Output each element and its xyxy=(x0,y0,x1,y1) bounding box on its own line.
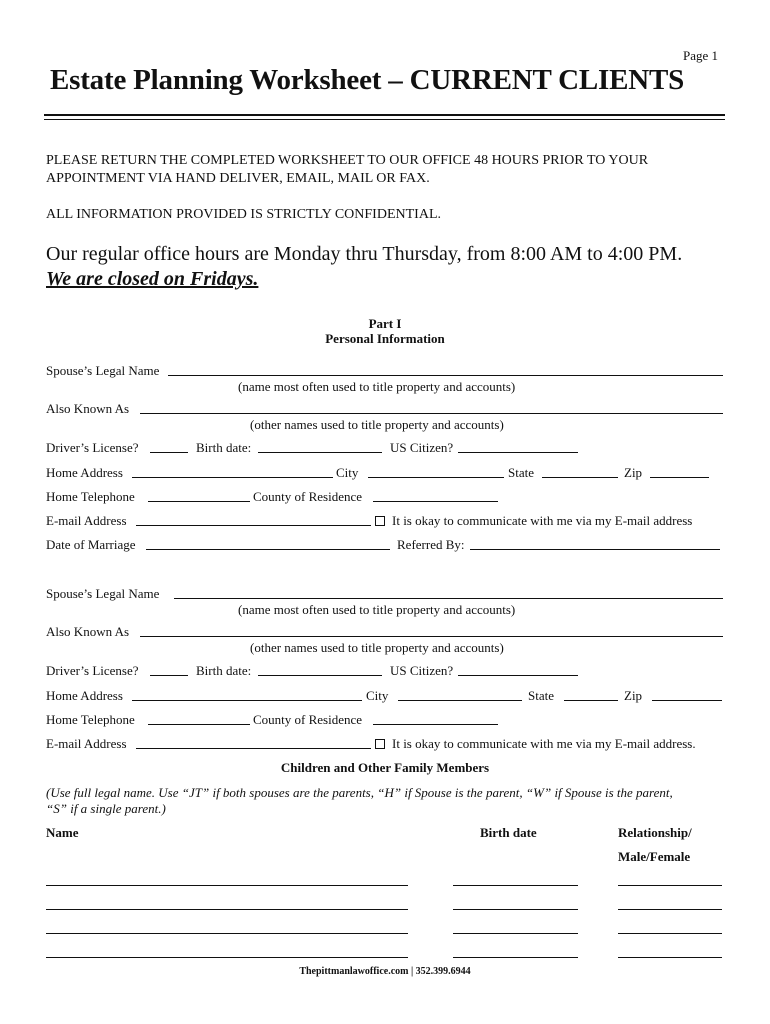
footer-contact: Thepittmanlawoffice.com | 352.399.6944 xyxy=(299,966,471,977)
child-relationship-field[interactable] xyxy=(618,909,722,910)
spouse1-email-consent[interactable] xyxy=(375,513,692,529)
spouse1-marriage-field[interactable] xyxy=(146,549,390,550)
spouse2-state-label: State xyxy=(528,688,554,703)
spouse2-license-field[interactable] xyxy=(150,675,188,676)
child-relationship-field[interactable] xyxy=(618,933,722,934)
return-notice-line2: APPOINTMENT VIA HAND DELIVER, EMAIL, MAIL OR FAX. xyxy=(46,171,430,186)
spouse2-aka-field[interactable] xyxy=(140,636,723,637)
spouse2-citizen-field[interactable] xyxy=(458,675,578,676)
child-birth-field[interactable] xyxy=(453,933,578,934)
spouse2-legal-name-field[interactable] xyxy=(174,598,723,599)
spouse1-citizen-label: US Citizen? xyxy=(390,440,454,455)
spouse2-birth-field[interactable] xyxy=(258,675,382,676)
spouse2-zip-field[interactable] xyxy=(652,700,722,701)
spouse1-zip-field[interactable] xyxy=(650,477,709,478)
spouse2-citizen-label: US Citizen? xyxy=(390,663,454,678)
page-title: Estate Planning Worksheet – CURRENT CLIENTS xyxy=(50,64,685,96)
child-name-field[interactable] xyxy=(46,957,408,958)
spouse2-legal-name-label: Spouse’s Legal Name xyxy=(46,586,160,601)
spouse2-email-consent-label: It is okay to communicate with me via my E-mail address. xyxy=(392,736,696,751)
spouse1-aka-field[interactable] xyxy=(140,413,723,414)
child-birth-field[interactable] xyxy=(453,909,578,910)
spouse2-email-field[interactable] xyxy=(136,748,371,749)
spouse2-email-label: E-mail Address xyxy=(46,736,127,751)
spouse1-legal-name-hint: (name most often used to title property and accounts) xyxy=(238,379,516,394)
spouse1-city-field[interactable] xyxy=(368,477,504,478)
spouse1-legal-name-label: Spouse’s Legal Name xyxy=(46,363,160,378)
title-rule-bottom xyxy=(44,119,725,120)
child-name-field[interactable] xyxy=(46,909,408,910)
child-relationship-field[interactable] xyxy=(618,957,722,958)
spouse1-email-field[interactable] xyxy=(136,525,371,526)
spouse2-address-field[interactable] xyxy=(132,700,362,701)
column-relationship-header: Relationship/ xyxy=(618,825,692,840)
spouse2-phone-label: Home Telephone xyxy=(46,712,135,727)
child-birth-field[interactable] xyxy=(453,957,578,958)
spouse1-marriage-label: Date of Marriage xyxy=(46,537,136,552)
spouse2-county-label: County of Residence xyxy=(253,712,363,727)
spouse2-email-consent-checkbox[interactable] xyxy=(375,739,385,749)
spouse1-zip-label: Zip xyxy=(624,465,643,480)
child-name-field[interactable] xyxy=(46,933,408,934)
spouse2-aka-hint: (other names used to title property and accounts) xyxy=(250,640,504,655)
spouse1-birth-label: Birth date: xyxy=(196,440,252,455)
title-rule-top xyxy=(44,114,725,116)
spouse1-phone-label: Home Telephone xyxy=(46,489,135,504)
spouse2-county-field[interactable] xyxy=(373,724,498,725)
confidential-notice: ALL INFORMATION PROVIDED IS STRICTLY CONFIDENTIAL. xyxy=(46,207,441,222)
column-gender-header: Male/Female xyxy=(618,849,691,864)
spouse1-state-label: State xyxy=(508,465,534,480)
column-birth-date-header: Birth date xyxy=(480,825,537,840)
page-number: Page 1 xyxy=(683,48,719,63)
spouse1-state-field[interactable] xyxy=(542,477,618,478)
spouse1-city-label: City xyxy=(336,465,359,480)
return-notice-line1: PLEASE RETURN THE COMPLETED WORKSHEET TO OUR OFFICE 48 HOURS PRIOR TO YOUR xyxy=(46,153,649,168)
office-hours: Our regular office hours are Monday thru Thursday, from 8:00 AM to 4:00 PM. xyxy=(46,243,683,265)
spouse1-license-field[interactable] xyxy=(150,452,188,453)
spouse1-referred-field[interactable] xyxy=(470,549,720,550)
spouse2-address-label: Home Address xyxy=(46,688,123,703)
spouse1-aka-hint: (other names used to title property and accounts) xyxy=(250,417,504,432)
spouse2-state-field[interactable] xyxy=(564,700,618,701)
spouse2-city-label: City xyxy=(366,688,389,703)
spouse1-email-label: E-mail Address xyxy=(46,513,127,528)
spouse2-legal-name-hint: (name most often used to title property and accounts) xyxy=(238,602,516,617)
spouse2-birth-label: Birth date: xyxy=(196,663,252,678)
child-name-field[interactable] xyxy=(46,885,408,886)
spouse1-address-field[interactable] xyxy=(132,477,333,478)
child-birth-field[interactable] xyxy=(453,885,578,886)
spouse1-citizen-field[interactable] xyxy=(458,452,578,453)
spouse1-license-label: Driver’s License? xyxy=(46,440,139,455)
spouse1-county-label: County of Residence xyxy=(253,489,363,504)
spouse1-aka-label: Also Known As xyxy=(46,401,130,416)
spouse1-phone-field[interactable] xyxy=(148,501,250,502)
closed-notice: We are closed on Fridays. xyxy=(46,268,259,290)
spouse2-city-field[interactable] xyxy=(398,700,522,701)
children-instructions-line2: “S” if a single parent.) xyxy=(46,801,166,816)
spouse1-county-field[interactable] xyxy=(373,501,498,502)
spouse1-email-consent-label: It is okay to communicate with me via my E-mail address xyxy=(392,513,693,528)
spouse2-zip-label: Zip xyxy=(624,688,643,703)
spouse1-address-label: Home Address xyxy=(46,465,123,480)
column-name-header: Name xyxy=(46,825,79,840)
spouse1-legal-name-field[interactable] xyxy=(168,375,723,376)
spouse1-email-consent-checkbox[interactable] xyxy=(375,516,385,526)
spouse2-aka-label: Also Known As xyxy=(46,624,130,639)
spouse2-phone-field[interactable] xyxy=(148,724,250,725)
part-subtitle: Personal Information xyxy=(325,331,445,346)
part-label: Part I xyxy=(368,316,402,331)
spouse2-license-label: Driver’s License? xyxy=(46,663,139,678)
spouse1-birth-field[interactable] xyxy=(258,452,382,453)
children-instructions-line1: (Use full legal name. Use “JT” if both spouses are the parents, “H” if Spouse is the parent, “W” if Spouse is the parent, xyxy=(46,785,673,800)
child-relationship-field[interactable] xyxy=(618,885,722,886)
spouse1-referred-label: Referred By: xyxy=(397,537,465,552)
children-heading: Children and Other Family Members xyxy=(280,760,490,775)
spouse2-email-consent[interactable] xyxy=(375,736,696,752)
